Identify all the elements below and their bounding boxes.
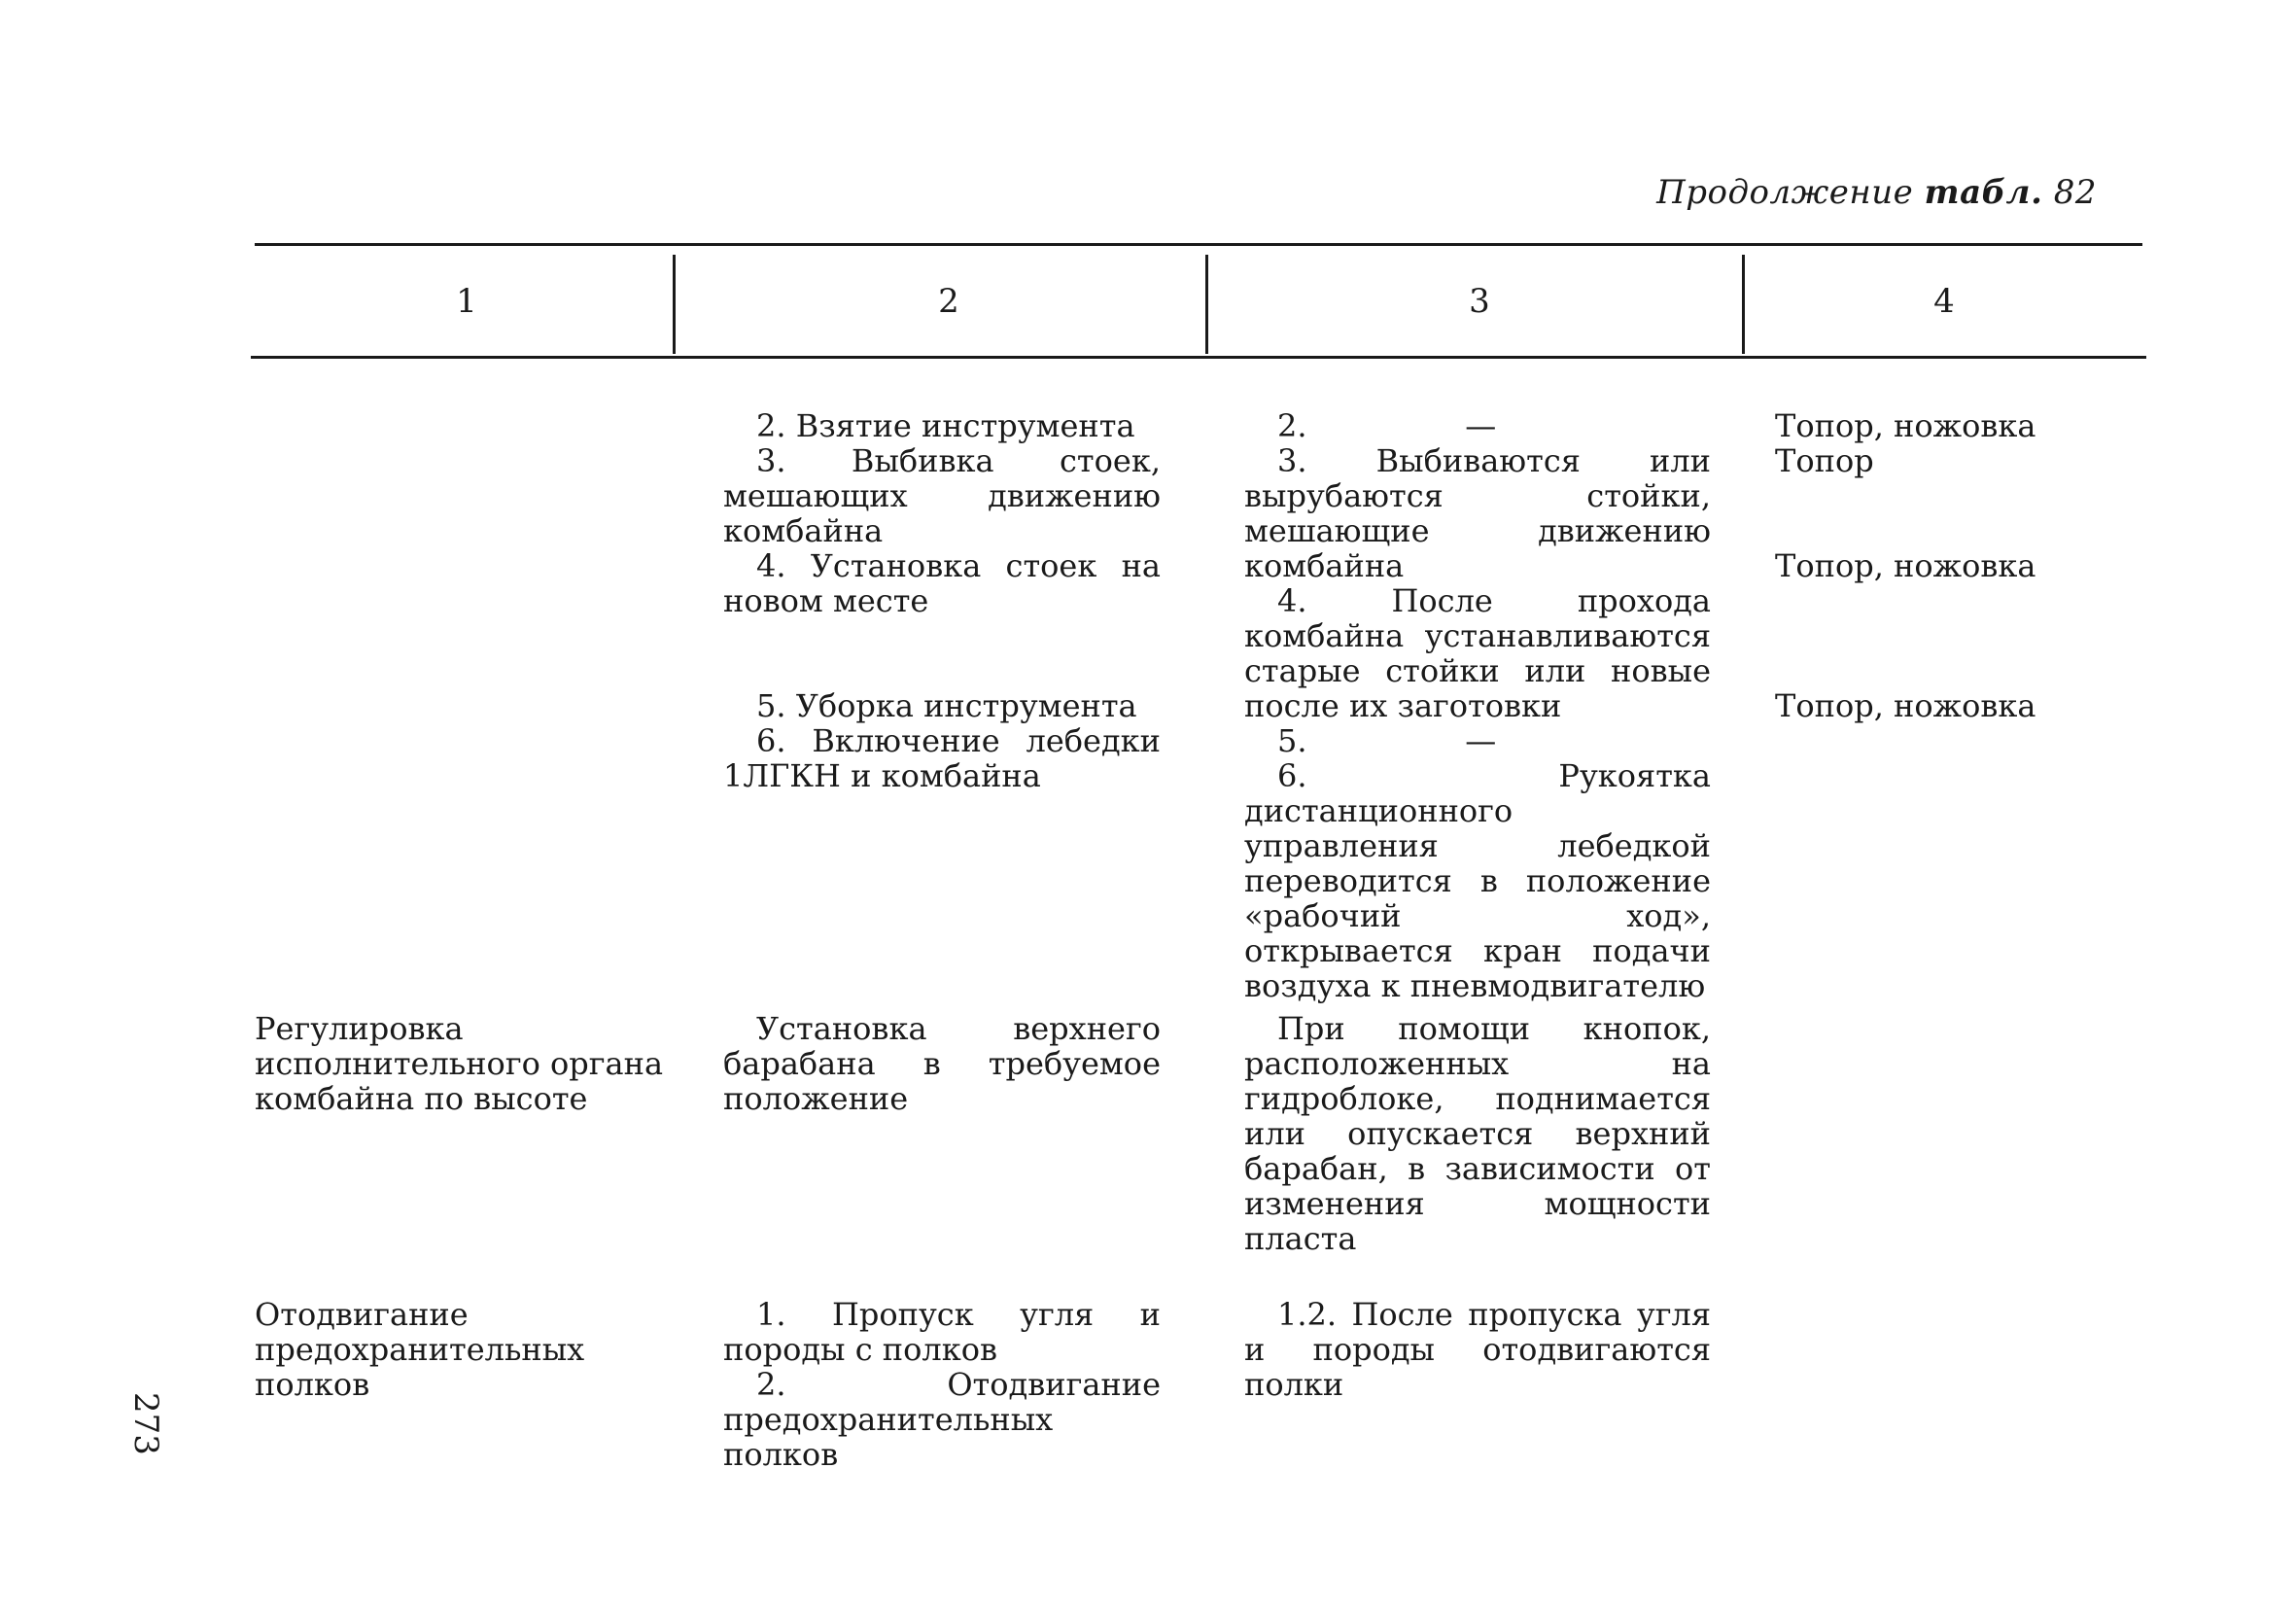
row1-col3-item6: 6. Рукоятка дистанционного управления лебедкой переводится в положение «рабочий ход», открывается кран подачи воздуха к пневмодвигателю [1244, 757, 1711, 1004]
row1-col3-item5: 5. — [1277, 722, 1497, 759]
row2-col2-text: Установка верхнего барабана в требуемое положение [723, 1010, 1161, 1117]
row2-col3-text: При помощи кнопок, расположенных на гидроблоке, поднимается или опускается верхний барабан, в зависимости от изменения мощности пласта [1244, 1010, 1711, 1257]
row1-col4-tool3: Топор, ножовка [1775, 547, 2036, 584]
row3-col1 [255, 1297, 663, 1402]
row3-col2-item1: 1. Пропуск угля и породы с полков [723, 1296, 1161, 1368]
header-col-4: 4 [1933, 282, 1955, 321]
row1-col4-b [1775, 548, 2096, 583]
header-col-1: 1 [456, 282, 477, 321]
row2-col2 [723, 1011, 1161, 1116]
row2-col1 [255, 1011, 663, 1116]
row1-col3-item3: 3. Выбиваются или вырубаются стойки, мешающие движению комбайна [1244, 442, 1711, 584]
row1-col2-item4: 4. Установка стоек на новом месте [723, 547, 1161, 619]
row1-col2-item2: 2. Взятие инструмента [756, 407, 1135, 444]
row3-col3-text: 1.2. После пропуска угля и породы отодвигаются полки [1244, 1296, 1711, 1403]
row1-col2-item6: 6. Включение лебедки 1ЛГКН и комбайна [723, 722, 1161, 794]
header-col-3: 3 [1469, 282, 1490, 321]
column-divider-1 [673, 255, 676, 354]
row2-col1-text: Регулировка исполнительного органа комбайна по высоте [255, 1010, 664, 1117]
row3-col3 [1244, 1297, 1711, 1402]
row3-col2-item2: 2. Отодвигание предохранительных полков [723, 1366, 1161, 1473]
column-divider-3 [1742, 255, 1745, 354]
row1-col4-tool2: Топор [1775, 442, 1874, 479]
caption-number: 82 [2053, 173, 2097, 212]
header-col-2: 2 [938, 282, 959, 321]
table-caption [1656, 173, 2097, 212]
row1-col2-item5: 5. Уборка инструмента [756, 687, 1137, 724]
row1-col2 [723, 408, 1161, 793]
row1-col4-a [1775, 408, 2096, 478]
page-number: 273 [126, 1392, 165, 1455]
caption-prefix: Продолжение [1656, 173, 1914, 212]
row1-col4-tool4: Топор, ножовка [1775, 687, 2036, 724]
header-bottom-rule [251, 356, 2146, 359]
row1-col3-item2: 2. — [1277, 407, 1497, 444]
table-top-rule [255, 243, 2142, 246]
row1-col3-item4: 4. После прохода комбайна устанавливаются старые стойки или новые после их заготовки [1244, 582, 1711, 724]
caption-bold: табл. [1924, 173, 2043, 212]
row2-col3 [1244, 1011, 1711, 1256]
row1-col2-item3: 3. Выбивка стоек, мешающих движению комбайна [723, 442, 1161, 549]
column-divider-2 [1205, 255, 1208, 354]
row1-col3 [1244, 408, 1711, 1003]
row1-col4-tool1: Топор, ножовка [1775, 407, 2036, 444]
row1-col4-c [1775, 688, 2096, 723]
row3-col1-text: Отодвигание предохранительных полков [255, 1296, 585, 1403]
row3-col2 [723, 1297, 1161, 1472]
